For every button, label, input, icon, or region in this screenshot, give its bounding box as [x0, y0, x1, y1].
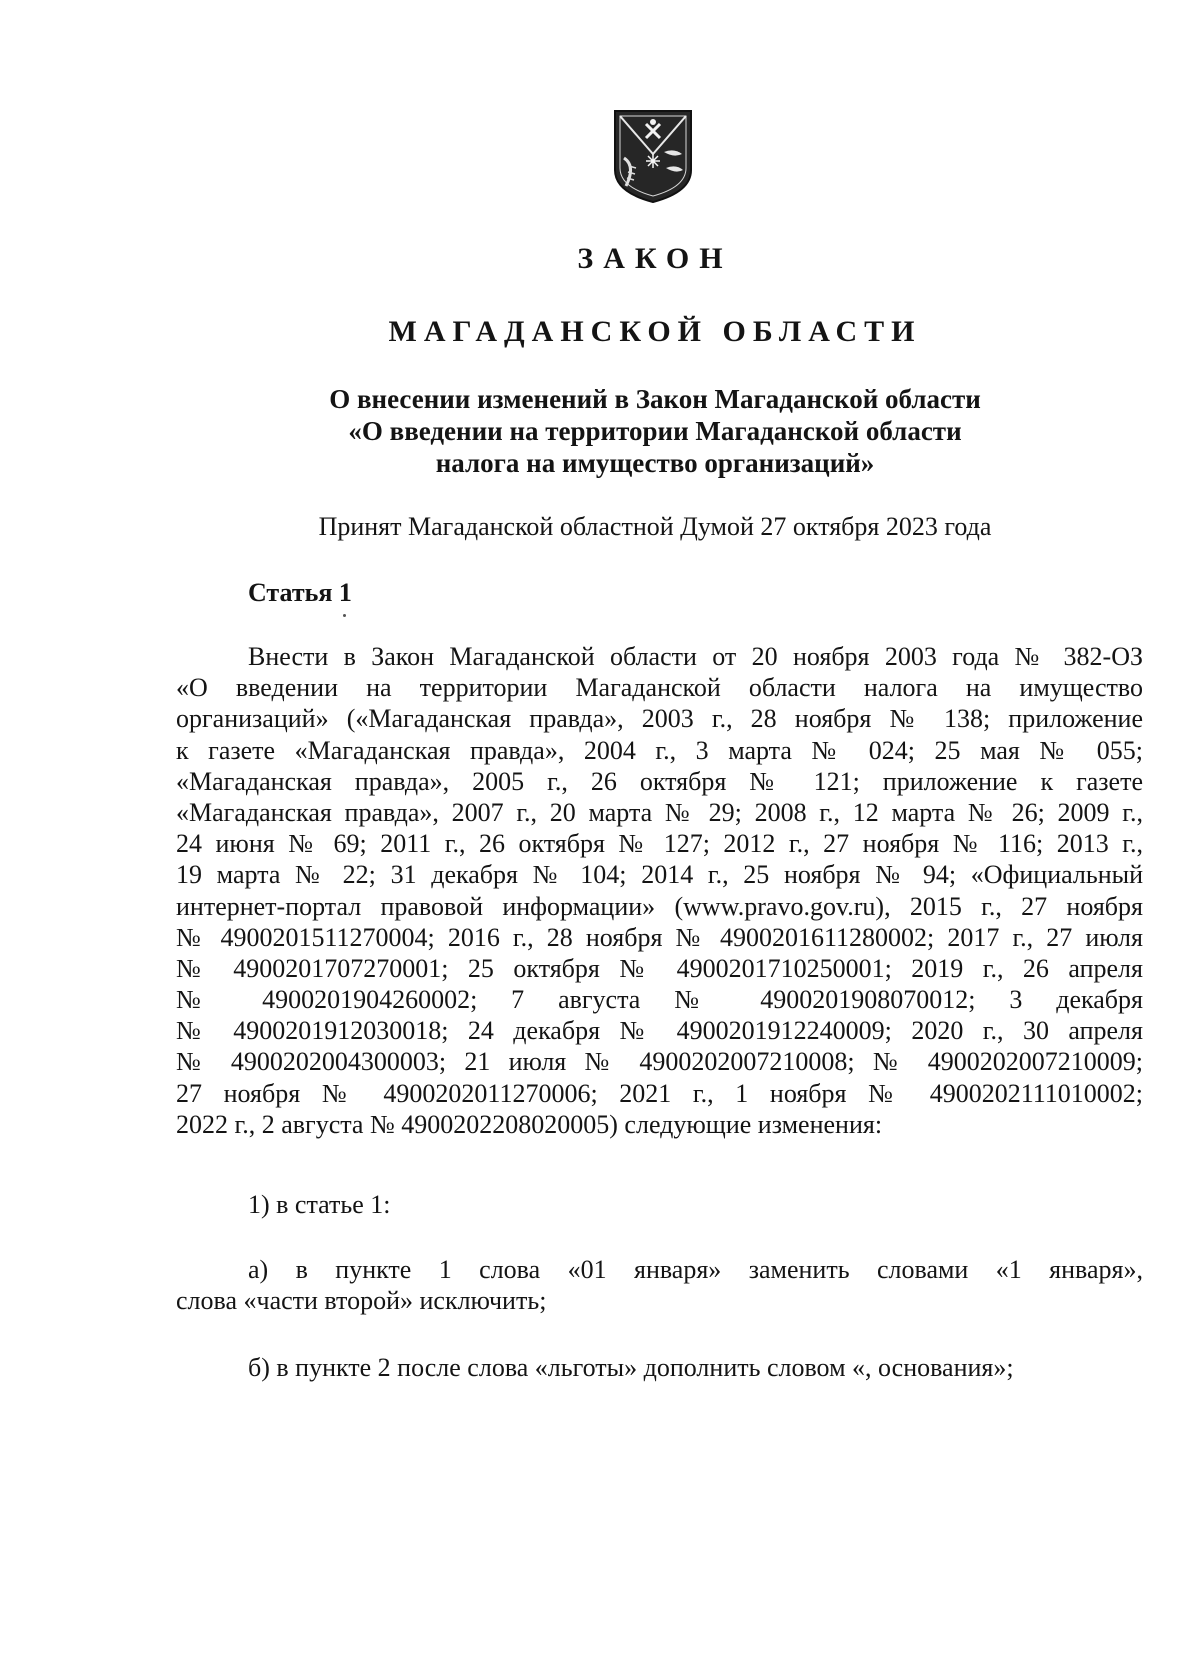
paragraph-line: 19 марта № 22; 31 декабря № 104; 2014 г., 25 ноября № 94; «Официальный	[176, 860, 1143, 890]
main-paragraph	[176, 641, 1143, 1140]
paragraph-line: 24 июня № 69; 2011 г., 26 октября № 127; 2012 г., 27 ноября № 116; 2013 г.,	[176, 829, 1143, 859]
paragraph-line: организаций» («Магаданская правда», 2003 г., 28 ноября № 138; приложение	[176, 704, 1143, 734]
paragraph-line: № 4900201904260002; 7 августа № 4900201908070012; 3 декабря	[176, 985, 1143, 1015]
item-b-text: б) в пункте 2 после слова «льготы» дополнить словом «, основания»;	[248, 1353, 1014, 1382]
paragraph-line: 2022 г., 2 августа № 4900202208020005) следующие изменения:	[176, 1109, 883, 1139]
paragraph-line: 27 ноября № 4900202011270006; 2021 г., 1 ноября № 4900202111010002;	[176, 1078, 1143, 1108]
adoption-statement: Принят Магаданской областной Думой 27 октября 2023 года	[318, 512, 992, 541]
paragraph-line: Внести в Закон Магаданской области от 20 ноября 2003 года № 382-ОЗ	[248, 642, 1143, 671]
paragraph-line: № 4900202004300003; 21 июля № 4900202007210008; № 4900202007210009;	[176, 1047, 1143, 1077]
item-a	[176, 1254, 1143, 1316]
paragraph-line: № 4900201912030018; 24 декабря № 4900201912240009; 2020 г., 30 апреля	[176, 1016, 1143, 1046]
law-heading-line: «О введении на территории Магаданской области	[348, 416, 962, 446]
paragraph-line: «Магаданская правда», 2005 г., 26 октября № 121; приложение к газете	[176, 766, 1143, 796]
document-title-law: ЗАКОН	[577, 242, 733, 275]
paragraph-line: к газете «Магаданская правда», 2004 г., 3 марта № 024; 25 мая № 055;	[176, 735, 1143, 765]
scan-speck	[343, 614, 346, 617]
law-heading-line: налога на имущество организаций»	[435, 448, 875, 478]
item-1	[176, 1189, 1143, 1220]
item-1-text: 1) в статье 1:	[248, 1190, 391, 1219]
item-a-line: а) в пункте 1 слова «01 января» заменить словами «1 января»,	[248, 1255, 1143, 1284]
law-heading	[0, 383, 1200, 479]
paragraph-line: «Магаданская правда», 2007 г., 20 марта № 29; 2008 г., 12 марта № 26; 2009 г.,	[176, 797, 1143, 827]
paragraph-line: «О введении на территории Магаданской области налога на имущество	[176, 673, 1143, 703]
item-a-line: слова «части второй» исключить;	[176, 1286, 547, 1316]
law-heading-line: О внесении изменений в Закон Магаданской области	[329, 384, 981, 414]
paragraph-line: интернет-портал правовой информации» (www.pravo.gov.ru), 2015 г., 27 ноября	[176, 891, 1143, 921]
coat-of-arms-emblem	[612, 108, 694, 204]
document-title-region: МАГАДАНСКОЙ ОБЛАСТИ	[388, 315, 922, 348]
article-title: Статья 1	[248, 578, 352, 607]
paragraph-line: № 4900201511270004; 2016 г., 28 ноября № 4900201611280002; 2017 г., 27 июля	[176, 922, 1143, 952]
item-b	[176, 1352, 1143, 1383]
paragraph-line: № 4900201707270001; 25 октября № 4900201710250001; 2019 г., 26 апреля	[176, 953, 1143, 983]
